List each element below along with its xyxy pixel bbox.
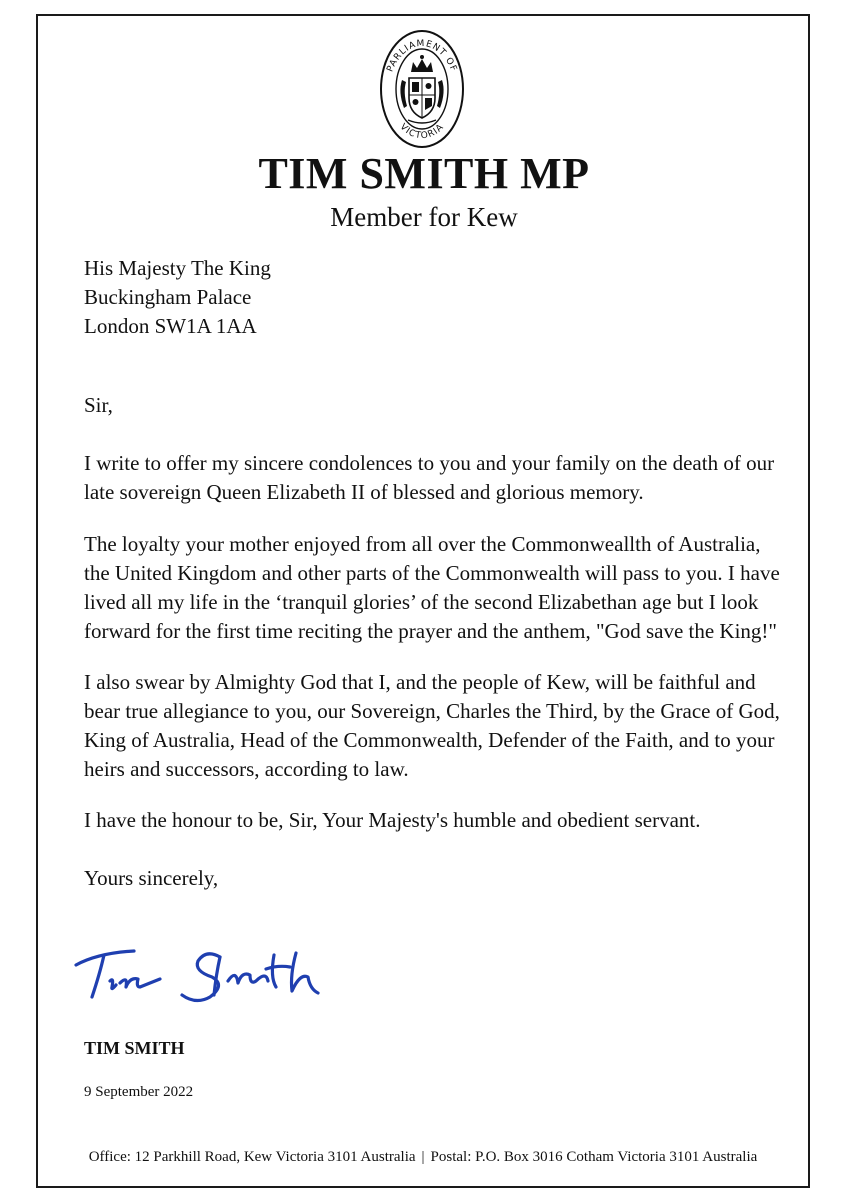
address-line: London SW1A 1AA	[84, 314, 257, 338]
office-address: Office: 12 Parkhill Road, Kew Victoria 3101 Australia	[88, 1149, 416, 1165]
letter-paragraph: I have the honour to be, Sir, Your Majesty's humble and obedient servant.	[84, 808, 701, 832]
letterhead-footer	[36, 1147, 810, 1167]
address-line: His Majesty The King	[84, 256, 271, 280]
handwritten-signature	[70, 935, 330, 1020]
member-name-heading: TIM SMITH MP	[258, 149, 590, 198]
signatory-name: TIM SMITH	[84, 1038, 185, 1058]
member-role-subtitle: Member for Kew	[330, 202, 518, 232]
letter-paragraph: I write to offer my sincere condolences to you and your family on the death of our late sovereign Queen Elizabeth II of blessed and glorious memory.	[84, 451, 775, 504]
svg-text:PARLIAMENT OF: PARLIAMENT OF	[385, 38, 459, 74]
salutation: Sir,	[84, 393, 113, 417]
svg-text:VICTORIA: VICTORIA	[397, 122, 447, 142]
recipient-address	[84, 254, 584, 341]
address-line: Buckingham Palace	[84, 285, 252, 309]
letter-paragraph: The loyalty your mother enjoyed from all over the Commonweallth of Australia, the United Kingdom and other parts of the Commonwealth will pass to you. I have lived all my life in the ‘tranquil glories’ of the second Elizabethan age but I look forward for the first time reciting the prayer and the anthem, "God save the King!"	[84, 532, 780, 643]
postal-address: Postal: P.O. Box 3016 Cotham Victoria 3101 Australia	[430, 1149, 758, 1165]
letter-paragraph: I also swear by Almighty God that I, and the people of Kew, will be faithful and bear true allegiance to you, our Sovereign, Charles the Third, by the Grace of God, King of Australia, Head of the Commonwealth, Defender of the Faith, and to your heirs and successors, according to law.	[84, 670, 780, 781]
letter-date: 9 September 2022	[84, 1084, 194, 1100]
closing: Yours sincerely,	[84, 866, 219, 890]
parliament-crest-icon	[378, 28, 466, 150]
footer-separator: |	[421, 1149, 425, 1165]
